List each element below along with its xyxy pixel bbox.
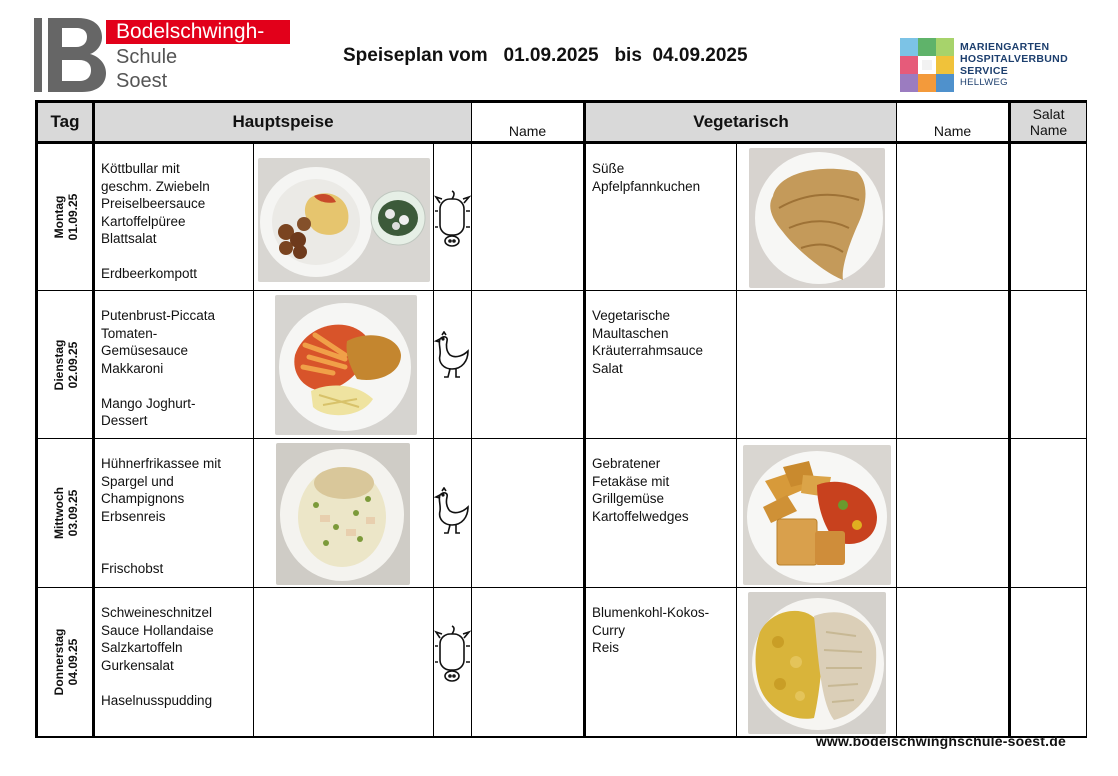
salat-name-cell[interactable] bbox=[1010, 439, 1087, 588]
main-dish-line: Schweineschnitzel bbox=[101, 605, 213, 620]
meat-icon-cell bbox=[434, 291, 472, 439]
caterer-line4: HELLWEG bbox=[960, 77, 1008, 88]
cauliflower-curry-photo bbox=[748, 592, 886, 734]
school-logo bbox=[34, 18, 292, 92]
table-row bbox=[37, 439, 1087, 588]
main-dish-line bbox=[101, 377, 253, 395]
day-name: Donnerstag bbox=[52, 628, 66, 696]
date-from: 01.09.2025 bbox=[503, 45, 599, 66]
main-dish-line: Preiselbeersauce bbox=[101, 196, 206, 211]
main-dish-line bbox=[101, 543, 253, 561]
veg-dish-cell bbox=[585, 588, 737, 737]
pig-icon bbox=[434, 189, 471, 251]
veg-dish-line: Curry bbox=[592, 622, 626, 638]
day-cell bbox=[37, 439, 94, 588]
col-header-name-veg: Name bbox=[897, 102, 1010, 143]
veg-dish-cell bbox=[585, 291, 737, 439]
menu-table bbox=[35, 100, 1087, 738]
main-dish-name-cell[interactable] bbox=[472, 143, 585, 291]
day-name: Mittwoch bbox=[52, 487, 66, 539]
veg-dish-photo-cell bbox=[737, 439, 897, 588]
school-name-line1: Bodelschwingh- bbox=[106, 20, 290, 44]
veg-dish-cell bbox=[585, 439, 737, 588]
veg-dish-line: Vegetarische bbox=[592, 308, 671, 323]
main-dish-cell bbox=[94, 143, 254, 291]
main-dish-name-cell[interactable] bbox=[472, 439, 585, 588]
main-dish-cell bbox=[94, 588, 254, 737]
veg-dish-name-cell[interactable] bbox=[897, 143, 1010, 291]
footer-url[interactable]: www.bodelschwinghschule-soest.de bbox=[815, 733, 1066, 749]
main-dish-cell bbox=[94, 439, 254, 588]
caterer-line3: SERVICE bbox=[960, 65, 1009, 77]
veg-dish-photo-cell bbox=[737, 143, 897, 291]
col-header-hauptspeise: Hauptspeise bbox=[94, 102, 472, 143]
table-header-row bbox=[37, 102, 1087, 143]
veg-dish-line: Kartoffelwedges bbox=[592, 508, 689, 524]
col-header-salat bbox=[1010, 102, 1087, 143]
main-dish-line: Salzkartoffeln bbox=[101, 640, 183, 655]
main-dish-photo-cell bbox=[254, 291, 434, 439]
col-header-name: Name bbox=[472, 102, 585, 143]
meatballs-plate-photo bbox=[258, 158, 430, 282]
main-dish-line: Kartoffelpüree bbox=[101, 213, 186, 229]
main-dish-photo-cell bbox=[254, 439, 434, 588]
salat-name-cell[interactable] bbox=[1010, 291, 1087, 439]
meat-icon-cell bbox=[434, 143, 472, 291]
chicken-fricassee-photo bbox=[276, 443, 410, 585]
school-logo-b-icon bbox=[34, 18, 106, 92]
feta-wedges-photo bbox=[743, 445, 891, 585]
main-dish-line: Dessert bbox=[101, 413, 148, 428]
caterer-line1: MARIENGARTEN bbox=[960, 41, 1050, 53]
veg-dish-line: Blumenkohl-Kokos- bbox=[592, 605, 710, 620]
main-dish-cell bbox=[94, 291, 254, 439]
main-dish-name-cell[interactable] bbox=[472, 588, 585, 737]
col-header-tag: Tag bbox=[37, 102, 94, 143]
veg-dish-photo-cell bbox=[737, 291, 897, 439]
veg-dish-photo-cell bbox=[737, 588, 897, 737]
caterer-name bbox=[960, 41, 1068, 89]
main-dish-line: Spargel und bbox=[101, 473, 174, 489]
main-dish-photo-cell bbox=[254, 588, 434, 737]
main-dish-line: Köttbullar mit bbox=[101, 161, 180, 176]
main-dish-line: Erbsenreis bbox=[101, 508, 166, 524]
table-row bbox=[37, 291, 1087, 439]
salat-header-line2: Name bbox=[1029, 122, 1068, 138]
main-dish-line bbox=[101, 248, 253, 266]
main-dish-line bbox=[101, 525, 253, 543]
salat-name-cell[interactable] bbox=[1010, 588, 1087, 737]
day-date: 03.09.25 bbox=[66, 489, 80, 537]
day-label bbox=[52, 487, 80, 539]
school-name-line3: Soest bbox=[116, 70, 168, 92]
meat-icon-cell bbox=[434, 439, 472, 588]
main-dish-line: Erdbeerkompott bbox=[101, 266, 198, 281]
veg-dish-line: Maultaschen bbox=[592, 325, 669, 341]
poultry-icon bbox=[434, 487, 471, 537]
day-name: Dienstag bbox=[52, 339, 66, 390]
main-dish-line: Haselnusspudding bbox=[101, 692, 213, 708]
veg-dish-line: Apfelpfannkuchen bbox=[592, 178, 701, 194]
salat-header-line1: Salat bbox=[1032, 106, 1065, 122]
day-label bbox=[52, 339, 80, 390]
main-dish-line: Frischobst bbox=[101, 561, 164, 576]
main-dish-line: Champignons bbox=[101, 491, 185, 506]
main-dish-line: Gemüsesauce bbox=[101, 343, 189, 358]
veg-dish-line: Grillgemüse bbox=[592, 491, 665, 506]
veg-dish-line: Süße bbox=[592, 161, 625, 176]
school-name-line2: Schule bbox=[116, 46, 178, 68]
veg-dish-line: Kräuterrahmsauce bbox=[592, 343, 704, 358]
main-dish-line: geschm. Zwiebeln bbox=[101, 178, 210, 194]
table-row bbox=[37, 588, 1087, 737]
turkey-piccata-photo bbox=[275, 295, 417, 435]
day-cell bbox=[37, 291, 94, 439]
col-header-vegetarisch: Vegetarisch bbox=[585, 102, 897, 143]
main-dish-line: Tomaten- bbox=[101, 325, 158, 341]
caterer-logo bbox=[900, 38, 1090, 94]
caterer-line2: HOSPITALVERBUND bbox=[960, 53, 1068, 65]
veg-dish-name-cell[interactable] bbox=[897, 588, 1010, 737]
meat-icon-cell bbox=[434, 588, 472, 737]
page-title bbox=[343, 45, 748, 67]
pig-icon bbox=[434, 624, 471, 686]
veg-dish-name-cell[interactable] bbox=[897, 291, 1010, 439]
day-date: 01.09.25 bbox=[66, 193, 80, 241]
main-dish-line: Makkaroni bbox=[101, 360, 164, 376]
day-label bbox=[52, 628, 80, 695]
veg-dish-line: Fetakäse mit bbox=[592, 473, 670, 489]
veg-dish-name-cell[interactable] bbox=[897, 439, 1010, 588]
main-dish-line: Putenbrust-Piccata bbox=[101, 308, 216, 323]
main-dish-photo-cell bbox=[254, 143, 434, 291]
caterer-mosaic-icon bbox=[900, 38, 954, 92]
main-dish-line: Mango Joghurt- bbox=[101, 395, 196, 411]
day-label bbox=[52, 194, 80, 241]
main-dish-name-cell[interactable] bbox=[472, 291, 585, 439]
day-name: Montag bbox=[52, 195, 66, 239]
poultry-icon bbox=[434, 331, 471, 381]
day-date: 02.09.25 bbox=[66, 341, 80, 388]
day-date: 04.09.25 bbox=[66, 638, 80, 686]
date-to: 04.09.2025 bbox=[652, 45, 748, 66]
main-dish-line: Hühnerfrikassee mit bbox=[101, 456, 222, 471]
veg-dish-cell bbox=[585, 143, 737, 291]
day-cell bbox=[37, 588, 94, 737]
veg-dish-line: Reis bbox=[592, 640, 620, 655]
day-cell bbox=[37, 143, 94, 291]
main-dish-line bbox=[101, 674, 253, 692]
salat-name-cell[interactable] bbox=[1010, 143, 1087, 291]
main-dish-line: Blattsalat bbox=[101, 231, 157, 246]
title-mid: bis bbox=[614, 45, 642, 66]
main-dish-line: Gurkensalat bbox=[101, 657, 174, 673]
pancake-plate-photo bbox=[749, 148, 885, 288]
main-dish-line: Sauce Hollandaise bbox=[101, 622, 214, 638]
veg-dish-line: Gebratener bbox=[592, 456, 661, 471]
title-prefix: Speiseplan vom bbox=[343, 45, 488, 66]
table-row bbox=[37, 143, 1087, 291]
veg-dish-line: Salat bbox=[592, 360, 623, 376]
